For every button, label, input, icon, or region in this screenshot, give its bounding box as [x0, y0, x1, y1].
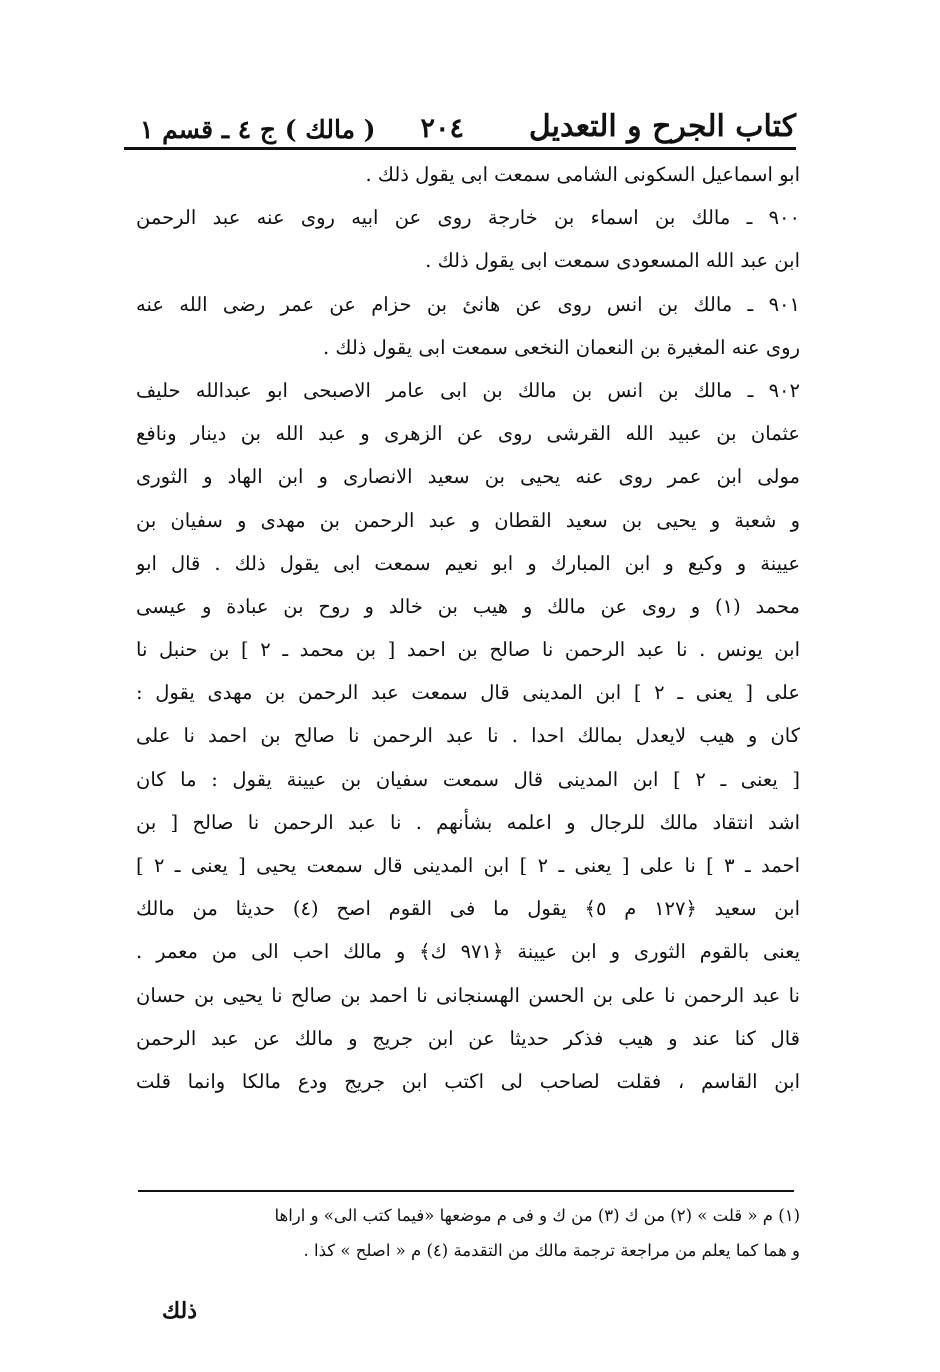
- text-line: ابن يونس . نا عبد الرحمن نا صالح بن احمد [ بن محمد ـ ٢ ] بن حنبل نا: [136, 638, 800, 662]
- text-line: و شعبة و يحيى بن سعيد القطان و عبد الرحمن بن مهدى و سفيان بن: [136, 508, 800, 532]
- text-line: عثمان بن عبيد الله القرشى روى عن الزهرى و عبد الله بن دينار ونافع: [136, 422, 800, 446]
- page-number: ٢٠٤: [420, 113, 464, 144]
- main-text: [136, 153, 800, 1103]
- text-line: على [ يعنى ـ ٢ ] ابن المدينى قال سمعت عبد الرحمن بن مهدى يقول :: [136, 681, 800, 705]
- text-line: نا عبد الرحمن نا على بن الحسن الهسنجانى نا احمد بن صالح نا يحيى بن حسان: [136, 983, 800, 1007]
- text-line: ٩٠١ ـ مالك بن انس روى عن هانئ بن حزام عن عمر رضى الله عنه: [136, 292, 800, 316]
- running-header: [140, 88, 796, 144]
- text-line: ٩٠٠ ـ مالك بن اسماء بن خارجة روى عن ابيه روى عنه عبد الرحمن: [136, 206, 800, 230]
- book-title: كتاب الجرح و التعديل: [528, 109, 796, 144]
- text-line: قال كنا عند و هيب فذكر حديثا عن ابن جريج و مالك عن عبد الرحمن: [136, 1026, 800, 1050]
- text-line: اشد انتقاد مالك للرجال و اعلمه بشأنهم . نا عبد الرحمن نا صالح [ بن: [136, 810, 800, 834]
- text-line: ابو اسماعيل السكونى الشامى سمعت ابى يقول ذلك .: [365, 163, 800, 186]
- header-rule: [124, 147, 796, 150]
- footnote-line: (١) م « قلت » (٢) من ك (٣) من ك و فى م موضعها «فيما كتب الى» و اراها: [274, 1206, 800, 1225]
- text-line: يعنى بالقوم الثورى و ابن عيينة ﴿٩٧١ ك﴾ و مالك احب الى من معمر .: [136, 940, 800, 964]
- text-line: مولى ابن عمر روى عنه يحيى بن سعيد الانصارى و ابن الهاد و الثورى: [136, 465, 800, 489]
- text-line: ابن القاسم ، فقلت لصاحب لى اكتب ابن جريج ودع مالكا وانما قلت: [136, 1069, 800, 1093]
- text-line: روى عنه المغيرة بن النعمان النخعى سمعت ابى يقول ذلك .: [323, 335, 800, 359]
- text-line: ابن سعيد ﴿١٢٧ م ٥﴾ يقول ما فى القوم اصح (٤) حديثا من مالك: [136, 897, 800, 921]
- catchword: ذلك: [162, 1298, 198, 1324]
- text-line: عيينة و وكيع و ابن المبارك و ابو نعيم سمعت ابى يقول ذلك . قال ابو: [136, 551, 800, 575]
- text-line: محمد (١) و روى عن مالك و هيب بن خالد و روح بن عبادة و عيسى: [136, 594, 800, 618]
- footnotes: [170, 1198, 800, 1268]
- footnote-line: و هما كما يعلم من مراجعة ترجمة مالك من التقدمة (٤) م « اصلح » كذا .: [303, 1241, 800, 1260]
- text-line: كان و هيب لايعدل بمالك احدا . نا عبد الرحمن نا صالح بن احمد نا على: [136, 724, 800, 748]
- text-line: ابن عبد الله المسعودى سمعت ابى يقول ذلك .: [425, 249, 800, 273]
- text-line: احمد ـ ٣ ] نا على [ يعنى ـ ٢ ] ابن المدينى قال سمعت يحيى [ يعنى ـ ٢ ]: [136, 854, 800, 877]
- text-line: [ يعنى ـ ٢ ] ابن المدينى قال سمعت سفيان بن عيينة يقول : ما كان: [136, 767, 800, 791]
- text-line: ٩٠٢ ـ مالك بن انس بن مالك بن ابى عامر الاصبحى ابو عبدالله حليف: [136, 378, 800, 402]
- footnote-rule: [138, 1190, 794, 1192]
- volume-info: ( مالك ) ج ٤ ـ قسم ١: [140, 115, 376, 144]
